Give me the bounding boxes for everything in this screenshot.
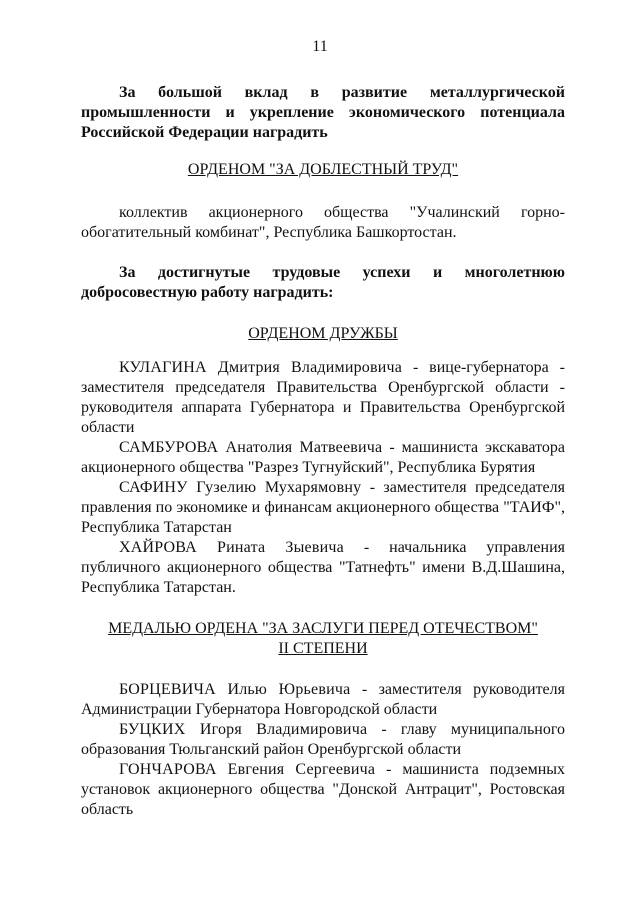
recipient-name: КУЛАГИНА Дмитрия Владимировича — [119, 359, 403, 376]
recipient-name: САМБУРОВА Анатолия Матвеевича — [119, 439, 383, 456]
section3-order-title-line1: МЕДАЛЬЮ ОРДЕНА "ЗА ЗАСЛУГИ ПЕРЕД ОТЕЧЕСТВОМ" — [108, 620, 538, 637]
recipient-position: - заместителя председателя правления по экономике и финансам акционерного общества "ТАИФ", Республика Татарстан — [81, 479, 565, 536]
recipient-name: ГОНЧАРОВА Евгения Сергеевича — [119, 761, 376, 778]
section2-order-title: ОРДЕНОМ ДРУЖБЫ — [248, 325, 398, 342]
recipient-name: ХАЙРОВА Рината Зыевича — [119, 539, 344, 556]
section2-entry-list — [81, 358, 565, 598]
recipient-position: - начальника управления публичного акционерного общества "Татнефть" имени В.Д.Шашина, Республика Татарстан. — [81, 539, 565, 596]
section1-intro: За большой вклад в развитие металлургической промышленности и укрепление экономического потенциала Российской Федерации наградить — [81, 84, 565, 141]
recipient-name: БОРЦЕВИЧА Илью Юрьевича — [119, 681, 351, 698]
award-entry — [81, 760, 565, 820]
award-entry — [81, 478, 565, 538]
section3-entry-list — [81, 680, 565, 820]
recipient-position: - вице-губернатора - заместителя председателя Правительства Оренбургской области - руководителя аппарата Губернатора и Правительства Оренбургской области — [81, 359, 565, 436]
section1-order-title: ОРДЕНОМ "ЗА ДОБЛЕСТНЫЙ ТРУД" — [187, 161, 459, 178]
recipient-position: - главу муниципального образования Тюльганский район Оренбургской области — [81, 721, 566, 758]
recipient-position: - машиниста подземных установок акционерного общества "Донской Антрацит", Ростовская область — [81, 761, 566, 818]
section2-intro: За достигнутые трудовые успехи и многолетнюю добросовестную работу наградить: — [81, 264, 565, 301]
award-entry — [81, 538, 565, 598]
award-entry — [81, 720, 565, 760]
section3-order-title-line2: II СТЕПЕНИ — [278, 640, 368, 657]
section1-award-text: коллектив акционерного общества "Учалинский горно-обогатительный комбинат", Республика Башкортостан. — [81, 204, 565, 241]
award-entry — [81, 680, 565, 720]
recipient-name: БУЦКИХ Игоря Владимировича — [119, 721, 368, 738]
page-number: 11 — [312, 38, 328, 55]
award-entry — [81, 438, 565, 478]
recipient-position: - заместителя руководителя Администрации Губернатора Новгородской области — [81, 681, 565, 718]
award-entry — [81, 358, 565, 438]
recipient-name: САФИНУ Гузелию Мухарямовну — [119, 479, 362, 496]
recipient-position: - машиниста экскаватора акционерного общества "Разрез Тугнуйский", Республика Бурятия — [81, 439, 565, 476]
